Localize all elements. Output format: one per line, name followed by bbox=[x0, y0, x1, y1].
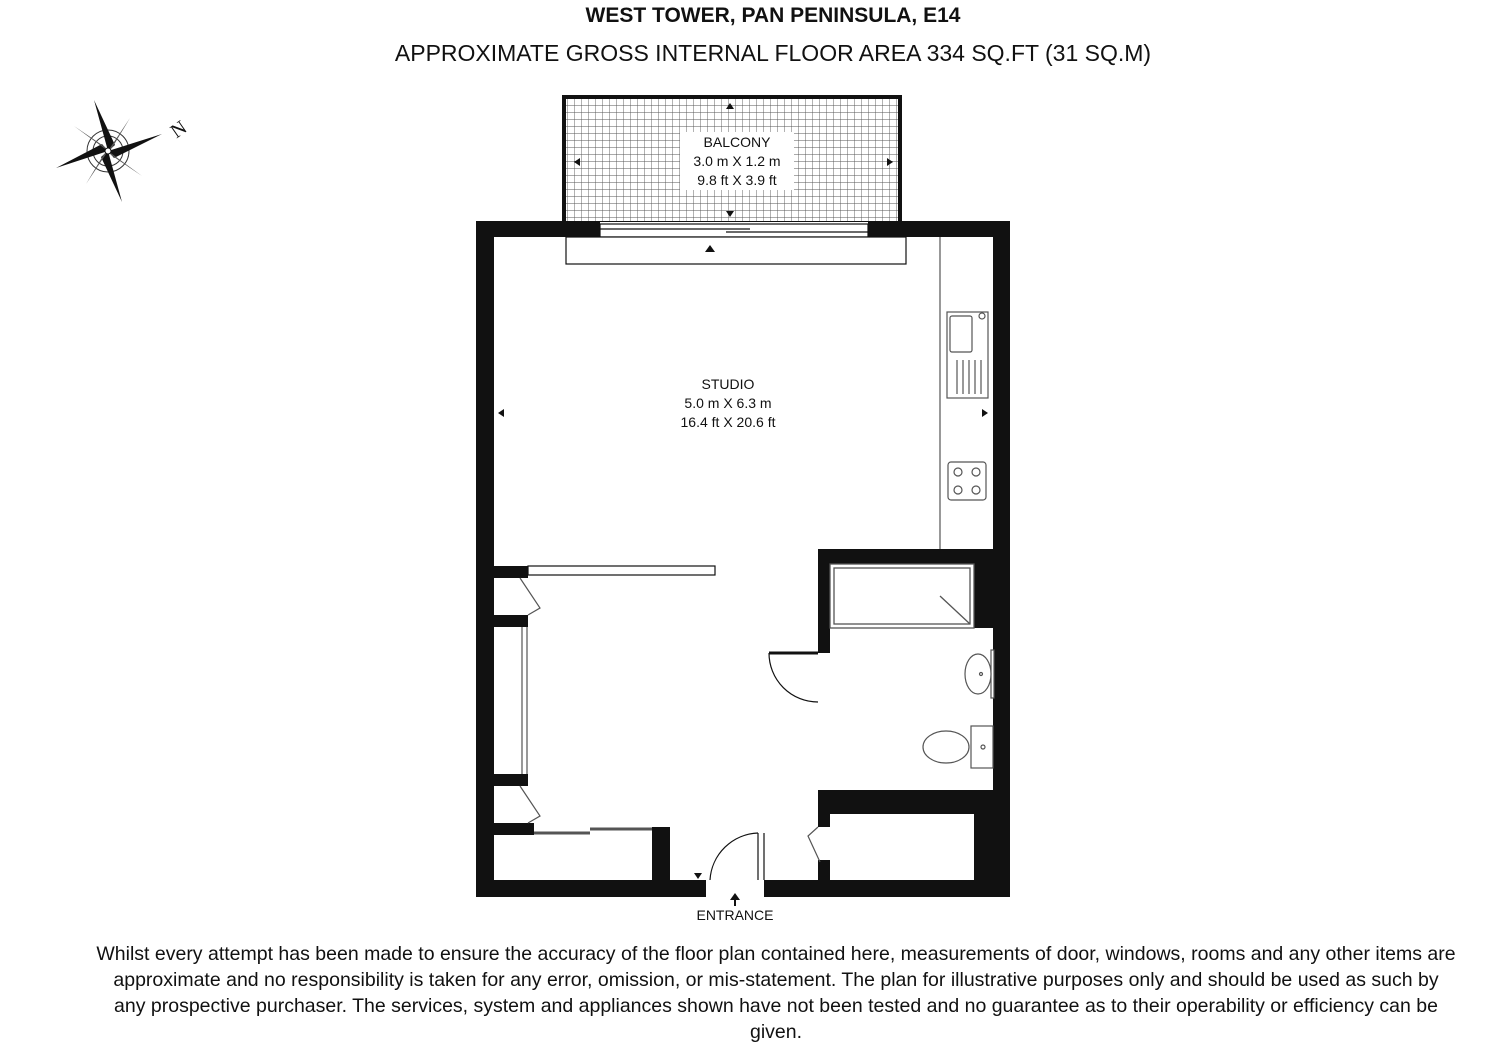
storage-cupboard bbox=[534, 827, 670, 882]
north-label: N bbox=[166, 116, 192, 143]
entrance-dim-arrow-icon bbox=[694, 873, 702, 879]
disclaimer-text: Whilst every attempt has been made to ensure the accuracy of the floor plan contained here, measurements of door, windows, rooms and any other items are approximate and no responsibility is taken for any error, omission, or mis-statement. The plan for illustrative purposes only and should be used as such by any prospective purchaser. The services, system and appliances shown have not been tested and no guarantee as to their operability or efficiency can be given. bbox=[96, 943, 1456, 1043]
balcony-metric: 3.0 m X 1.2 m bbox=[693, 153, 781, 169]
studio-metric: 5.0 m X 6.3 m bbox=[684, 395, 772, 411]
washbasin bbox=[965, 650, 994, 698]
left-cupboard-fronts bbox=[520, 566, 715, 823]
toilet bbox=[923, 726, 993, 768]
entrance-label: ENTRANCE bbox=[696, 907, 774, 923]
studio-imperial: 16.4 ft X 20.6 ft bbox=[680, 414, 776, 430]
studio-arrow-left-icon bbox=[498, 409, 504, 417]
left-cupboards bbox=[494, 566, 534, 835]
balcony-window bbox=[566, 224, 906, 264]
utility-cupboard bbox=[808, 814, 993, 882]
plan-title: WEST TOWER, PAN PENINSULA, E14 bbox=[585, 4, 961, 27]
studio-name: STUDIO bbox=[701, 376, 755, 392]
studio-arrow-right-icon bbox=[982, 409, 988, 417]
floor-area-subtitle: APPROXIMATE GROSS INTERNAL FLOOR AREA 334 SQ.FT (31 SQ.M) bbox=[394, 40, 1152, 66]
bathtub bbox=[830, 564, 974, 628]
balcony-name: BALCONY bbox=[703, 134, 771, 150]
entrance-door bbox=[710, 833, 764, 880]
bathroom-door bbox=[769, 653, 818, 702]
kitchen bbox=[940, 237, 988, 550]
balcony-imperial: 9.8 ft X 3.9 ft bbox=[697, 172, 777, 188]
entrance-arrow-icon bbox=[730, 893, 740, 906]
compass-rose-icon bbox=[56, 100, 162, 202]
